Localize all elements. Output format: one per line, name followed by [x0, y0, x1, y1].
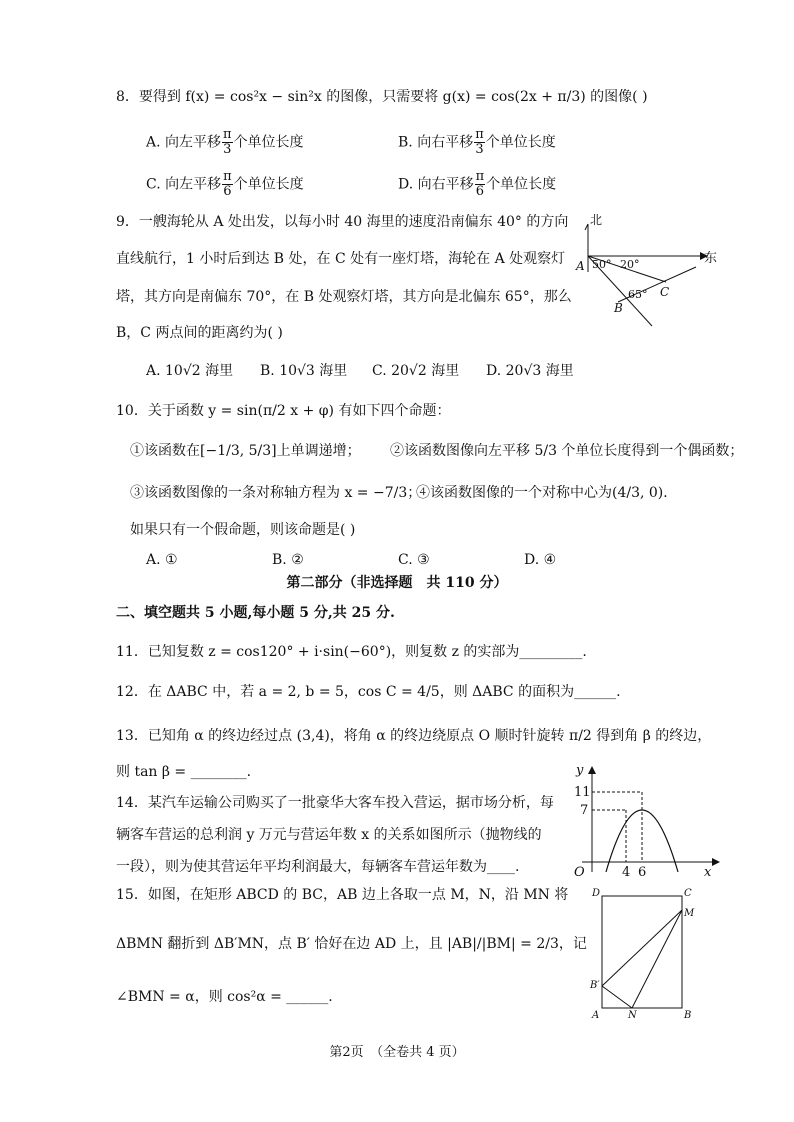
q10-condition: 如果只有一个假命题，则该命题是( ) — [130, 522, 356, 538]
north-label: 北 — [590, 213, 603, 227]
segment-b-prime-n — [602, 986, 632, 1008]
tick-6: 6 — [638, 865, 647, 878]
tick-4: 4 — [622, 865, 631, 878]
q10-proposition-1: ①该函数在[−1/3, 5/3]上单调递增； — [130, 443, 361, 459]
point-a-label: A — [576, 259, 585, 273]
page-footer: 第2页 （全卷共 4 页） — [329, 1045, 465, 1060]
y-axis-label: y — [576, 763, 584, 778]
section2-heading: 二、填空题共 5 小题,每小题 5 分,共 25 分. — [116, 605, 395, 621]
x-axis-label: x — [704, 865, 712, 878]
point-n-label: N — [628, 1010, 637, 1021]
q8-option-b: B. 向右平移 $\frac{\pi}{3}$ 个单位长度 — [398, 127, 556, 157]
q10-proposition-2: ②该函数图像向左平移 5/3 个单位长度得到一个偶函数； — [390, 443, 744, 459]
q8-stem: 8．要得到 f(x) = cos²x − sin²x 的图像，只需要将 g(x) = cos(2x + π/3) 的图像( ) — [116, 89, 648, 105]
q12-text: 12．在 ΔABC 中，若 a = 2, b = 5，cos C = 4/5，则 ΔABC 的面积为______. — [116, 684, 621, 700]
q10-option-d: D. ④ — [524, 552, 557, 568]
east-label: 东 — [704, 251, 718, 266]
point-b-label: B — [614, 301, 623, 315]
q15-line3: ∠BMN = α，则 cos²α = ______. — [116, 989, 333, 1005]
q15-line1: 15．如图，在矩形 ABCD 的 BC，AB 边上各取一点 M，N，沿 MN 将 — [116, 887, 569, 903]
part2-heading: 第二部分（非选择题 共 110 分） — [286, 575, 508, 591]
q11-text: 11．已知复数 z = cos120° + i·sin(−60°)，则复数 z 的实部为_________. — [116, 644, 587, 660]
rectangle-abcd — [602, 896, 682, 1008]
tick-7: 7 — [580, 803, 589, 818]
q14-profit-graph — [562, 760, 722, 878]
q9-line1: 9．一艘海轮从 A 处出发，以每小时 40 海里的速度沿南偏东 40° 的方向 — [116, 214, 569, 230]
q14-line2: 辆客车营运的总利润 y 万元与营运年数 x 的关系如图所示（抛物线的 — [116, 827, 542, 843]
q9-line4: B，C 两点间的距离约为( ) — [116, 325, 283, 341]
q8-option-d: D. 向右平移 $\frac{\pi}{6}$ 个单位长度 — [398, 169, 557, 199]
point-a-label: A — [592, 1010, 600, 1021]
q15-rectangle-diagram — [588, 886, 708, 1022]
q13-line2: 则 tan β = ________. — [116, 764, 252, 780]
angle-50-label: 50° — [592, 258, 612, 271]
q10-proposition-3: ③该函数图像的一条对称轴方程为 x = −7/3； — [130, 485, 422, 501]
origin-label: O — [574, 865, 585, 878]
fold-line-mn — [632, 910, 682, 1008]
point-b-prime-label: B′ — [590, 980, 600, 991]
q10-option-a: A. ① — [146, 552, 178, 568]
x-axis-arrow-icon — [712, 858, 720, 866]
point-c-label: C — [660, 285, 670, 299]
q10-stem: 10．关于函数 y = sin(π/2 x + φ) 有如下四个命题： — [116, 403, 451, 419]
point-d-label: D — [592, 888, 601, 899]
q10-option-c: C. ③ — [398, 552, 430, 568]
q9-option-b: B. 10√3 海里 — [260, 363, 348, 379]
q9-option-c: C. 20√2 海里 — [372, 363, 460, 379]
q9-navigation-diagram — [566, 210, 726, 330]
angle-65-label: 65° — [628, 288, 648, 301]
q15-line2: ΔBMN 翻折到 ΔB′MN，点 B′ 恰好在边 AD 上，且 |AB|/|BM| = 2/3，记 — [116, 936, 587, 952]
q10-option-b: B. ② — [272, 552, 304, 568]
tick-11: 11 — [574, 785, 591, 800]
segment-mb-prime — [602, 910, 682, 986]
y-axis-arrow-icon — [588, 766, 596, 774]
angle-20-label: 20° — [620, 258, 640, 271]
q9-option-d: D. 20√3 海里 — [486, 363, 574, 379]
q10-proposition-4: ④该函数图像的一个对称中心为(4/3, 0)． — [416, 485, 678, 501]
q9-line3: 塔，其方向是南偏东 70°，在 B 处观察灯塔，其方向是北偏东 65°，那么 — [116, 289, 572, 305]
q8-option-c: C. 向左平移 $\frac{\pi}{6}$ 个单位长度 — [146, 169, 304, 199]
q9-option-a: A. 10√2 海里 — [146, 363, 234, 379]
q9-line2: 直线航行，1 小时后到达 B 处，在 C 处有一座灯塔，海轮在 A 处观察灯 — [116, 251, 566, 267]
point-c-label: C — [684, 888, 692, 899]
point-b-label: B — [684, 1010, 692, 1021]
point-m-label: M — [684, 908, 695, 919]
q8-option-a: A. 向左平移 $\frac{\pi}{3}$ 个单位长度 — [146, 127, 304, 157]
q14-line1: 14．某汽车运输公司购买了一批豪华大客车投入营运，据市场分析，每 — [116, 795, 554, 811]
q14-line3: 一段），则为使其营运年平均利润最大，每辆客车营运年数为____. — [116, 859, 520, 875]
q13-line1: 13．已知角 α 的终边经过点 (3,4)，将角 α 的终边绕原点 O 顺时针旋转 π/2 得到角 β 的终边， — [116, 728, 712, 744]
